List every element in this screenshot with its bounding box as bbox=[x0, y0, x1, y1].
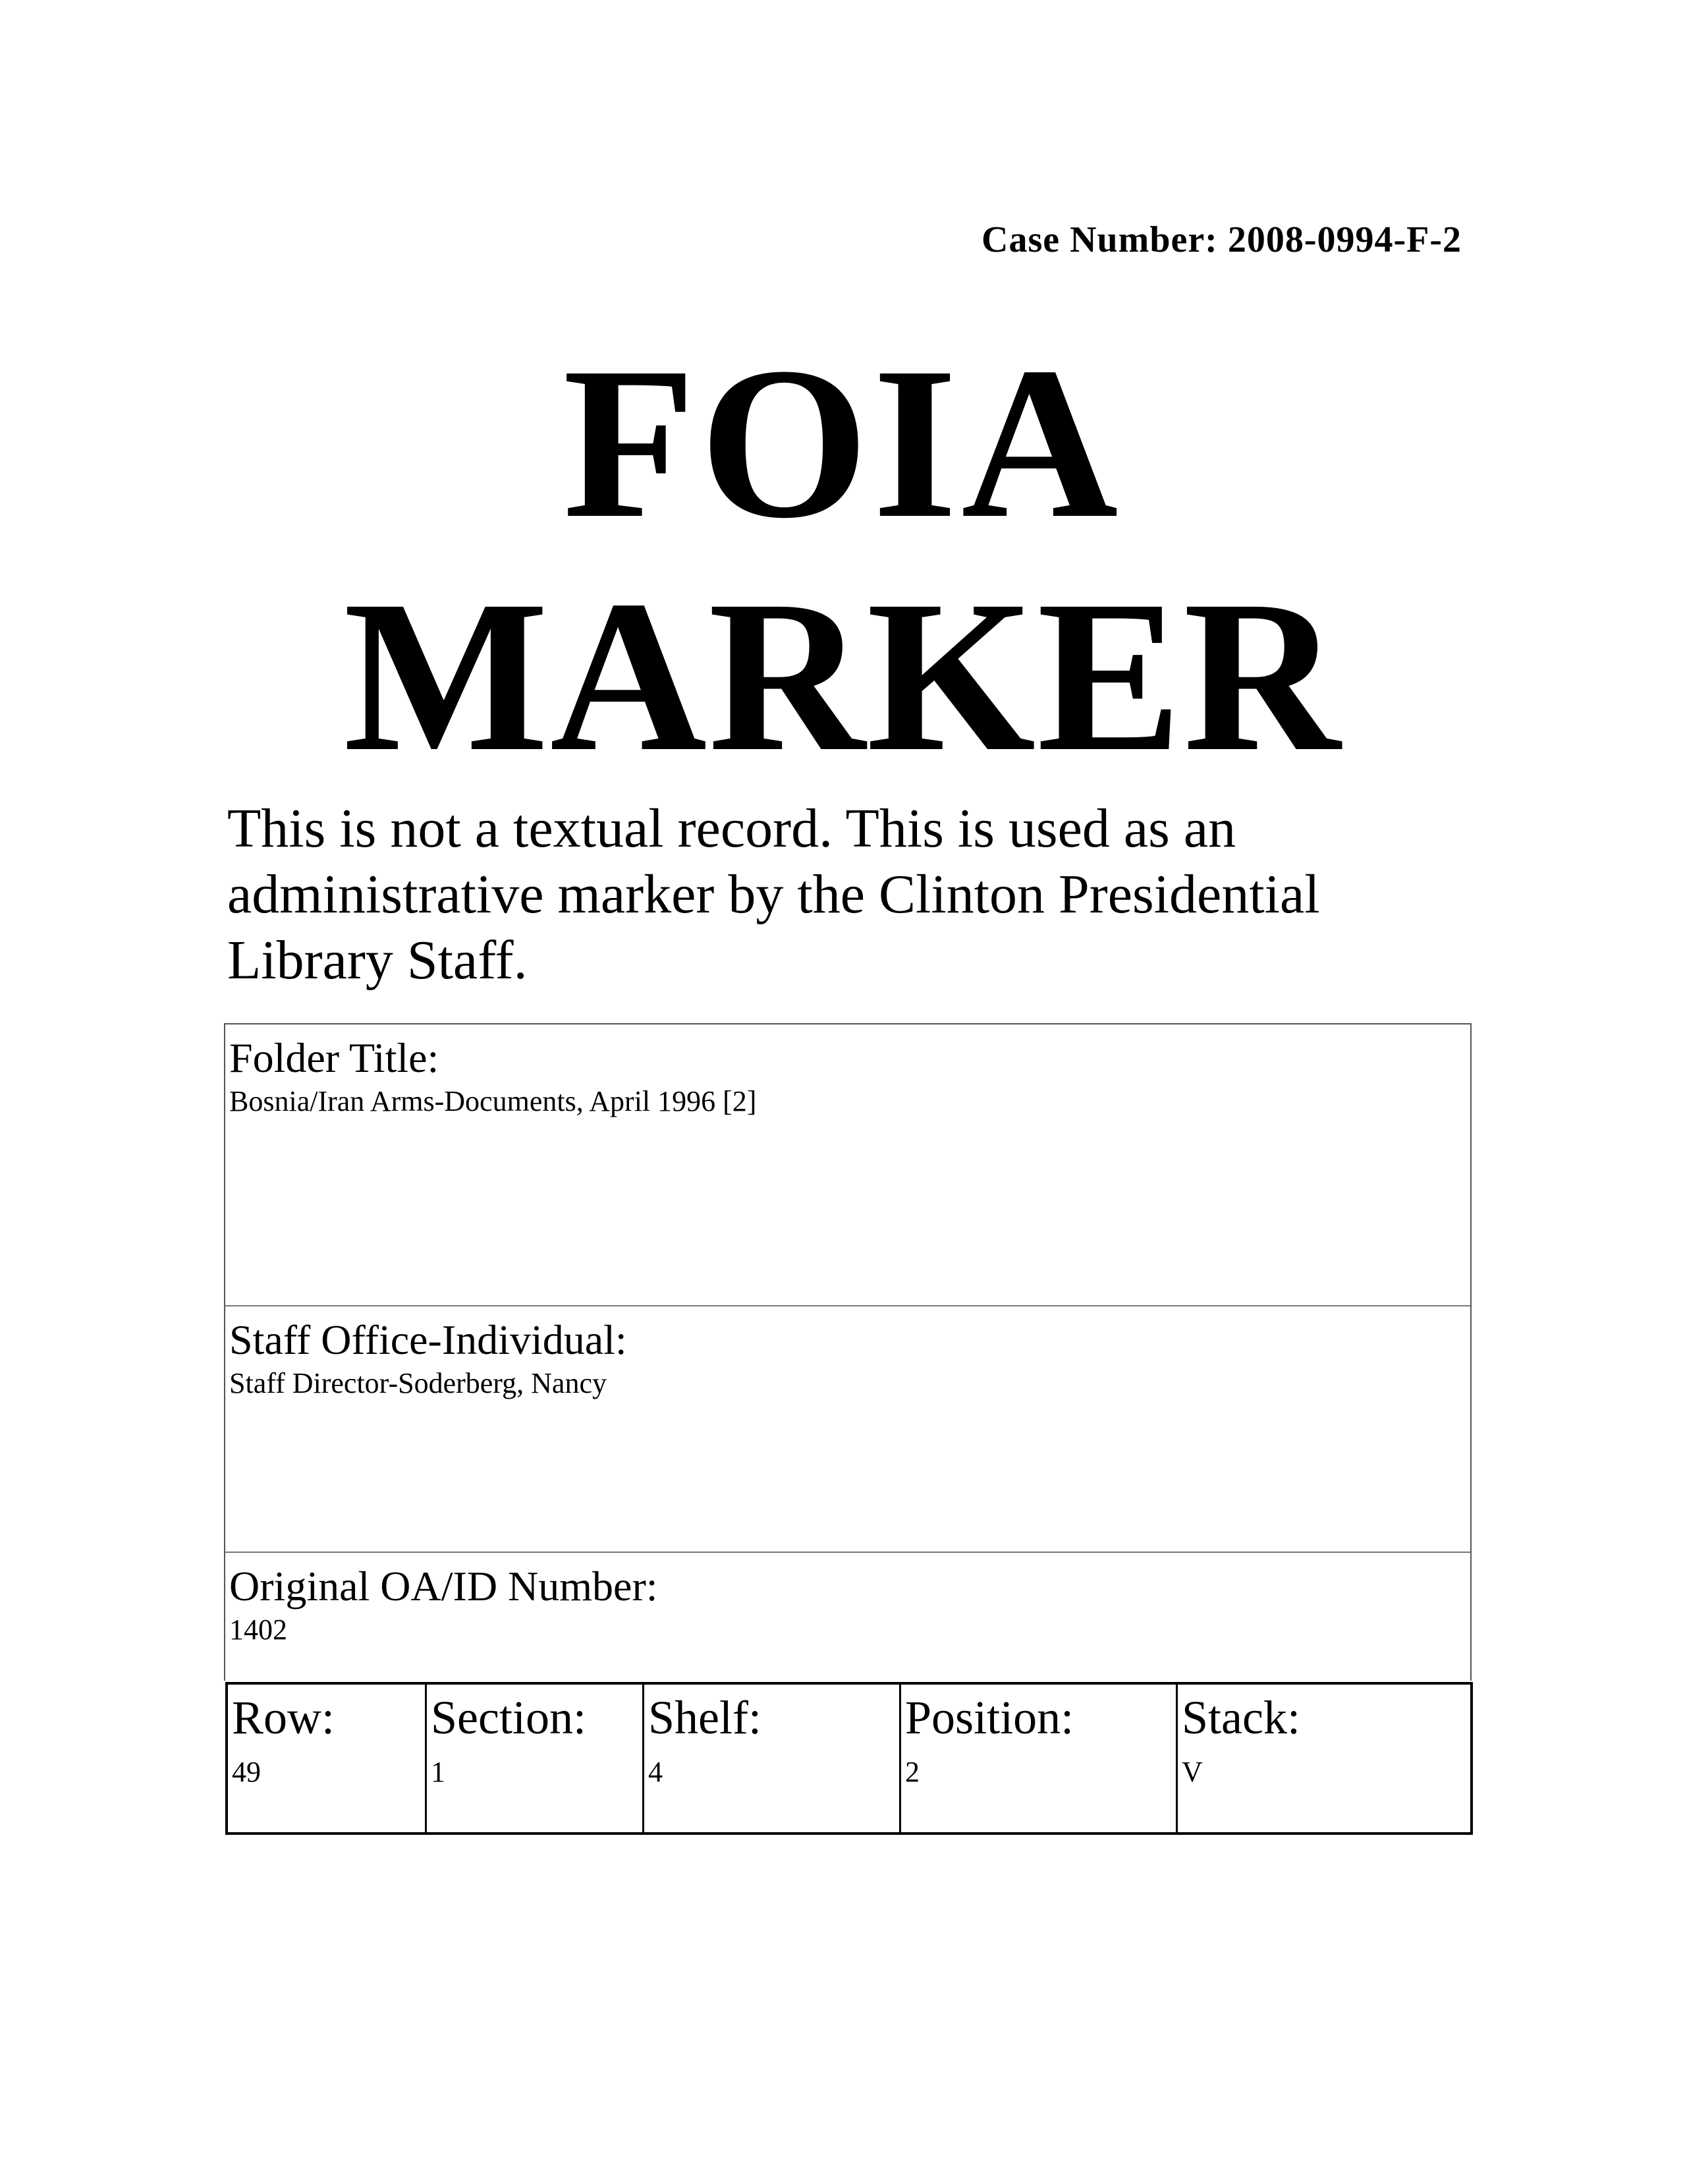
oaid-label: Original OA/ID Number: bbox=[229, 1563, 658, 1610]
position-label: Position: bbox=[905, 1691, 1074, 1744]
shelf-label: Shelf: bbox=[648, 1691, 761, 1744]
shelf-value: 4 bbox=[648, 1756, 663, 1788]
stack-value: V bbox=[1182, 1756, 1203, 1788]
position-value: 2 bbox=[905, 1756, 920, 1788]
folder-title-value: Bosnia/Iran Arms-Documents, April 1996 [2] bbox=[229, 1085, 757, 1117]
stack-label: Stack: bbox=[1182, 1691, 1300, 1744]
oaid-section bbox=[225, 1553, 1470, 1682]
folder-title-label: Folder Title: bbox=[229, 1034, 439, 1081]
folder-info-box bbox=[224, 1023, 1472, 1681]
case-number: Case Number: 2008-0994-F-2 bbox=[981, 219, 1462, 260]
notice-text: This is not a textual record. This is used as an administrative marker by the Clinton Presidential Library Staff. bbox=[227, 798, 1320, 991]
title-foia: FOIA bbox=[563, 323, 1122, 563]
oaid-value: 1402 bbox=[229, 1613, 287, 1646]
folder-title-section bbox=[225, 1024, 1470, 1306]
row-cell bbox=[228, 1685, 427, 1832]
section-value: 1 bbox=[431, 1756, 445, 1788]
section-cell bbox=[427, 1685, 644, 1832]
title-marker: MARKER bbox=[343, 556, 1342, 797]
staff-office-label: Staff Office-Individual: bbox=[229, 1316, 627, 1363]
row-value: 49 bbox=[232, 1756, 261, 1788]
shelf-cell bbox=[644, 1685, 901, 1832]
staff-office-section bbox=[225, 1306, 1470, 1553]
staff-office-value: Staff Director-Soderberg, Nancy bbox=[229, 1367, 607, 1399]
position-cell bbox=[901, 1685, 1178, 1832]
stack-cell bbox=[1178, 1685, 1473, 1832]
location-table bbox=[225, 1682, 1473, 1835]
row-label: Row: bbox=[232, 1691, 335, 1744]
section-label: Section: bbox=[431, 1691, 586, 1744]
